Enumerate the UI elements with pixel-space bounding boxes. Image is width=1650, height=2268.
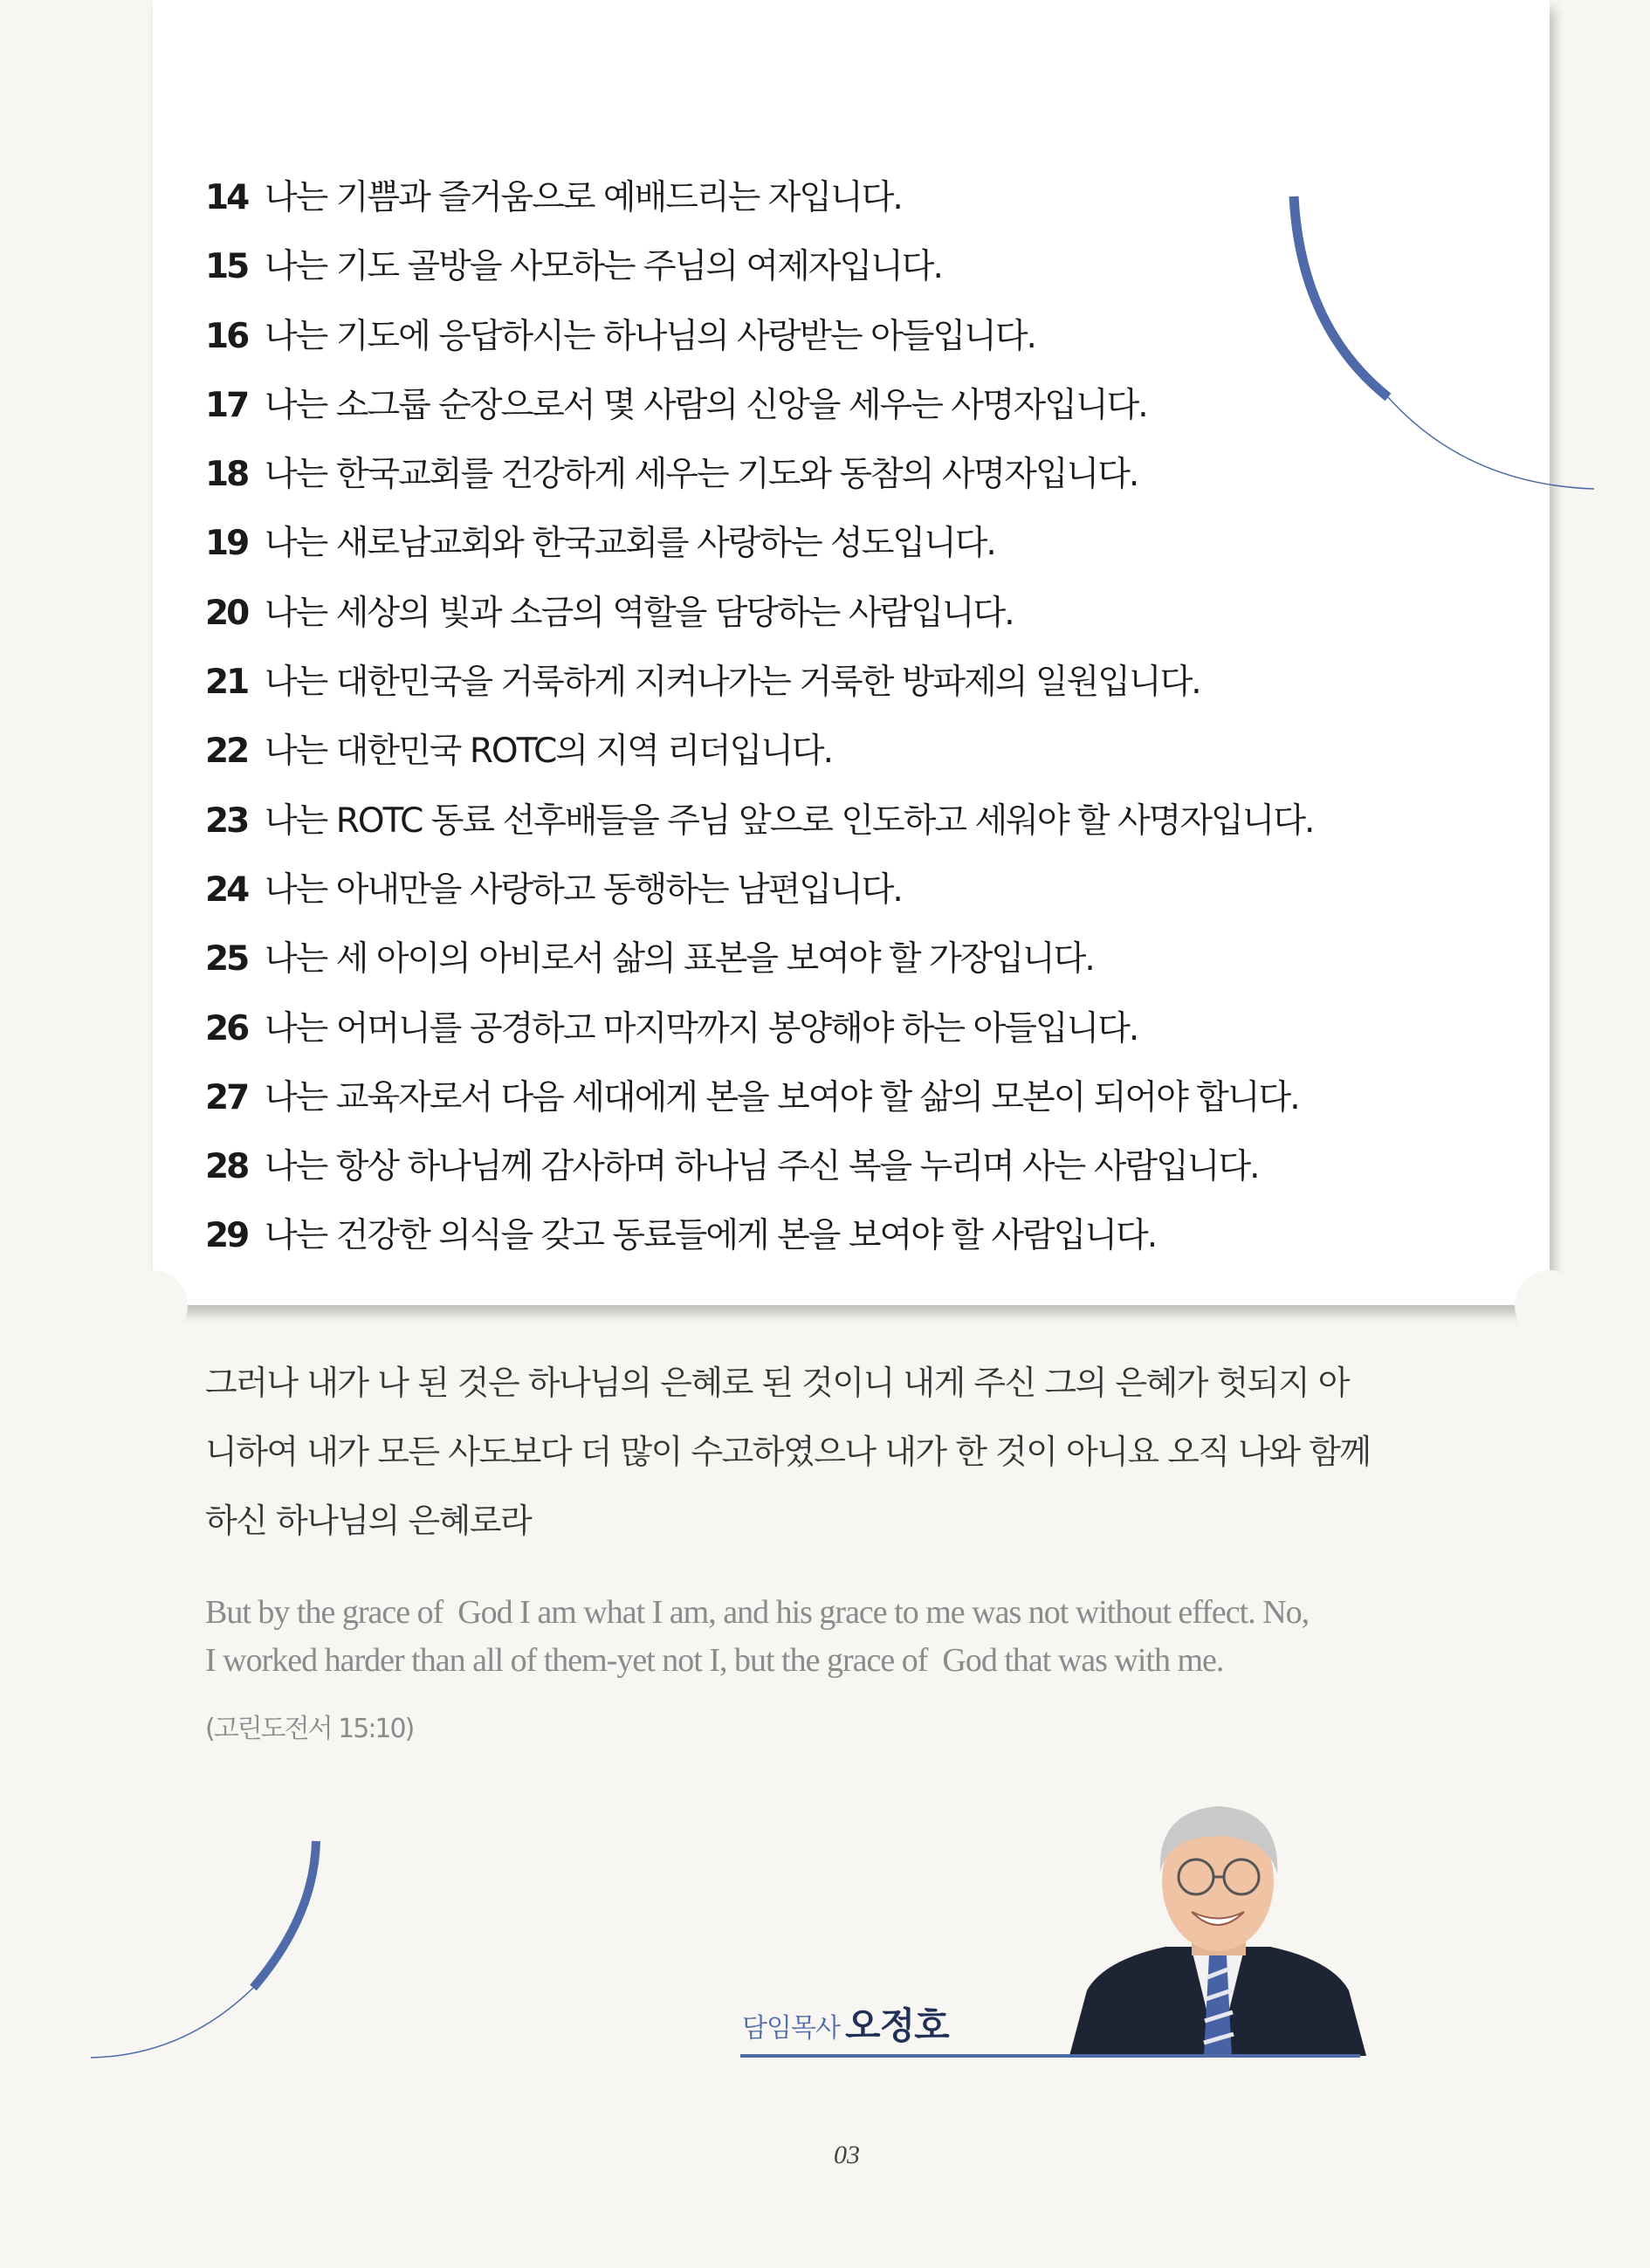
affirmation-number: 24 bbox=[205, 869, 248, 910]
affirmation-text: 나는 한국교회를 건강하게 세우는 기도와 동참의 사명자입니다. bbox=[265, 455, 1138, 495]
pastor-photo bbox=[1069, 1794, 1366, 2056]
affirmation-item bbox=[205, 655, 1313, 724]
affirmation-item bbox=[205, 794, 1313, 863]
affirmation-list bbox=[205, 170, 1313, 1278]
affirmation-item bbox=[205, 170, 1313, 239]
affirmation-text: 나는 기도에 응답하시는 하나님의 사랑받는 아들입니다. bbox=[265, 316, 1035, 356]
affirmation-text: 나는 기쁨과 즐거움으로 예배드리는 자입니다. bbox=[265, 178, 902, 217]
affirmation-number: 14 bbox=[205, 178, 248, 217]
affirmation-text: 나는 새로남교회와 한국교회를 사랑하는 성도입니다. bbox=[265, 524, 995, 564]
affirmation-item bbox=[205, 1001, 1313, 1070]
decorative-arc-bottom-left bbox=[87, 1838, 332, 2065]
affirmation-number: 18 bbox=[205, 455, 248, 495]
affirmation-number: 16 bbox=[205, 316, 248, 356]
affirmation-number: 28 bbox=[205, 1147, 248, 1187]
affirmation-text: 나는 ROTC 동료 선후배들을 주님 앞으로 인도하고 세워야 할 사명자입니다. bbox=[265, 801, 1314, 841]
affirmation-number: 23 bbox=[205, 801, 248, 841]
affirmation-text: 나는 세상의 빛과 소금의 역할을 담당하는 사람입니다. bbox=[265, 593, 1014, 633]
affirmation-text: 나는 항상 하나님께 감사하며 하나님 주신 복을 누리며 사는 사람입니다. bbox=[265, 1147, 1259, 1187]
verse-reference: (고린도전서 15:10) bbox=[205, 1714, 414, 1744]
verse-english-line: But by the grace of God I am what I am, and his grace to me was not without effect. No, bbox=[205, 1594, 1310, 1631]
affirmation-text: 나는 어머니를 공경하고 마지막까지 봉양해야 하는 아들입니다. bbox=[265, 1008, 1138, 1048]
affirmation-item bbox=[205, 516, 1313, 585]
affirmation-text: 나는 소그룹 순장으로서 몇 사람의 신앙을 세우는 사명자입니다. bbox=[265, 385, 1147, 425]
affirmation-item bbox=[205, 1139, 1313, 1208]
affirmation-number: 20 bbox=[205, 593, 248, 633]
affirmation-item bbox=[205, 586, 1313, 655]
affirmation-item bbox=[205, 309, 1313, 378]
affirmation-number: 17 bbox=[205, 385, 248, 425]
affirmation-text: 나는 대한민국 ROTC의 지역 리더입니다. bbox=[265, 732, 832, 772]
affirmation-item bbox=[205, 239, 1313, 308]
affirmation-number: 19 bbox=[205, 524, 248, 564]
affirmation-number: 27 bbox=[205, 1077, 248, 1117]
page-number: 03 bbox=[834, 2141, 860, 2169]
affirmation-item bbox=[205, 1070, 1313, 1139]
decorative-arc-top-right bbox=[1283, 188, 1598, 502]
verse-korean-line: 니하여 내가 모든 사도보다 더 많이 수고하였으나 내가 한 것이 아니요 오직 나와 함께 bbox=[205, 1433, 1371, 1471]
affirmation-text: 나는 건강한 의식을 갖고 동료들에게 본을 보여야 할 사람입니다. bbox=[265, 1216, 1157, 1256]
verse-english-line: I worked harder than all of them-yet not I, but the grace of God that was with me. bbox=[205, 1642, 1224, 1679]
card-notch-left bbox=[118, 1270, 188, 1340]
affirmation-text: 나는 기도 골방을 사모하는 주님의 여제자입니다. bbox=[265, 247, 942, 287]
affirmation-number: 25 bbox=[205, 939, 248, 979]
affirmation-item bbox=[205, 724, 1313, 793]
affirmation-number: 21 bbox=[205, 663, 248, 703]
affirmation-number: 22 bbox=[205, 732, 248, 772]
affirmation-text: 나는 세 아이의 아비로서 삶의 표본을 보여야 할 가장입니다. bbox=[265, 939, 1094, 979]
affirmation-text: 나는 대한민국을 거룩하게 지켜나가는 거룩한 방파제의 일원입니다. bbox=[265, 663, 1200, 703]
affirmation-item bbox=[205, 863, 1313, 931]
affirmation-text: 나는 아내만을 사랑하고 동행하는 남편입니다. bbox=[265, 869, 902, 910]
verse-english bbox=[205, 1589, 1427, 1685]
affirmation-item bbox=[205, 1208, 1313, 1277]
affirmation-number: 26 bbox=[205, 1008, 248, 1048]
affirmation-item bbox=[205, 378, 1313, 447]
affirmation-item bbox=[205, 931, 1313, 1000]
verse-korean-line: 하신 하나님의 은혜로라 bbox=[205, 1502, 532, 1540]
signature-underline bbox=[740, 2054, 1360, 2058]
affirmation-number: 15 bbox=[205, 247, 248, 287]
card-notch-right bbox=[1515, 1270, 1585, 1340]
affirmation-item bbox=[205, 447, 1313, 516]
signature-title: 담임목사 bbox=[742, 2013, 840, 2044]
affirmation-number: 29 bbox=[205, 1216, 248, 1256]
signature-name: 오정호 bbox=[845, 2004, 949, 2047]
affirmation-text: 나는 교육자로서 다음 세대에게 본을 보여야 할 삶의 모본이 되어야 합니다. bbox=[265, 1077, 1299, 1117]
verse-korean bbox=[205, 1349, 1401, 1556]
verse-korean-line: 그러나 내가 나 된 것은 하나님의 은혜로 된 것이니 내게 주신 그의 은혜가 헛되지 아 bbox=[205, 1364, 1349, 1402]
